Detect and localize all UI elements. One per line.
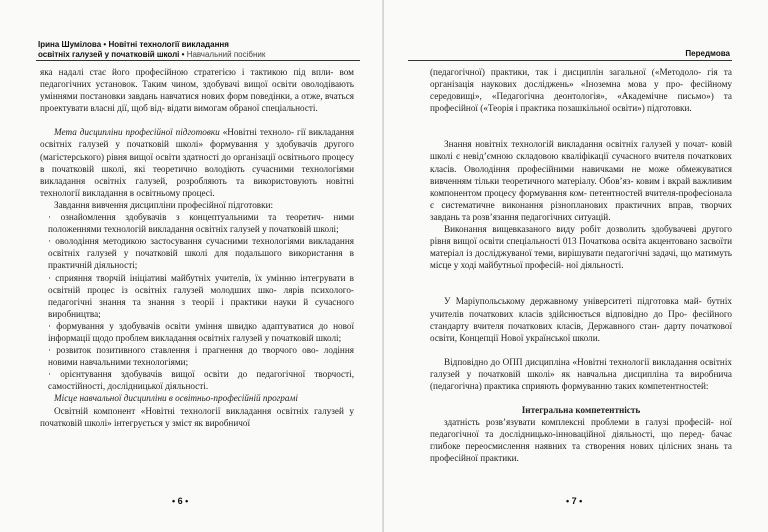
- header-subtitle: Навчальний посібник: [186, 50, 266, 59]
- right-page: [384, 0, 768, 532]
- paragraph: Освітній компонент «Новітні технології викладання освітніх галузей у початковій школі» інтегрується у зміст як виробничої: [40, 405, 354, 428]
- section-heading: Місце навчальної дисципліни в освітньо-професійній програмі: [54, 393, 298, 404]
- page-number: • 7 •: [566, 496, 583, 506]
- header-rule: [408, 60, 732, 61]
- paragraph: Виконання вищевказаного виду робіт дозволить здобувачеві другого рівня вищої освіти спеціальності 013 Початкова освіта акцентовано засвоїти матеріал із досліджуваної теми, вирішувати педагогічні задачі, що матимуть місце у ході майбутньої професій- ної діяльності.: [430, 224, 732, 271]
- right-text-column: [430, 66, 732, 465]
- bullet-item: · сприяння творчій ініціативі майбутніх учителів, їх умінню інтегрувати в освітній процес із освітніх галузей молодших шко- лярів психолого-педагогічні знання та знання з теорії і практики науки й сучасного виробництва;: [48, 272, 354, 319]
- paragraph: (педагогічної) практики, так і дисциплін загальної («Методоло- гія та організація наукових досліджень» «Іноземна мова у про- фесійному середовищі», «Педагогічна деонтологія», «Академічне письмо») та професійної («Теорія і практика позашкільної освіти») підготовки.: [430, 67, 732, 114]
- header-author: Ірина Шумілова: [38, 40, 102, 49]
- paragraph: Завдання вивчення дисципліни професійної підготовки:: [54, 199, 274, 210]
- page-number: • 6 •: [172, 496, 189, 506]
- subsection-heading: Інтегральна компетентність: [521, 405, 641, 416]
- bullet-item: · розвиток позитивного ставлення і прагнення до творчого ово- лодіння новими навчальними технологіями;: [48, 345, 354, 368]
- header-rule: [36, 60, 360, 61]
- paragraph: Знання новітніх технологій викладання освітніх галузей у почат- ковій школі є невід’ємною складовою кваліфікації сучасного вчителя початкових класів. Оволодіння професійними навичками не може обмежуватися вивченням тільки теоретичного матеріалу. Обов’яз- ковим і вкрай важливим компонентом процесу формування ком- петентностей вчителя-професіонала є систематичне виконання різнопланових практичних вправ, творчих завдань та розв’язання педагогічних ситуацій.: [430, 139, 732, 222]
- running-header: Ірина Шумілова • Новітні технології викладання освітніх галузей у початковій школі • Навчальний посібник: [38, 40, 266, 59]
- bullet-item: · формування у здобувачів освіти уміння швидко адаптуватися до нової інформації щодо проблем викладання освітніх галузей у початковій школі;: [48, 320, 354, 343]
- paragraph: У Маріупольському державному університеті підготовка май- бутніх учителів початкових класів здійснюється відповідно до Про- фесійного стандарту вчителя початкових класів, Державного стан- дарту початкової освіти, Концепції Нової української школи.: [430, 296, 732, 343]
- paragraph: яка надалі стає його професійною стратегією і тактикою під впли- вом педагогічних установок. Таким чином, здобувачі вищої освіти оволодівають уміннями постановки завдань навчатися нових форм поведінки, а отже, вчаться проектувати власні дії, щоб від- відати вимогам обраної спеціальності.: [40, 67, 354, 114]
- mission-paragraph: [40, 126, 354, 199]
- bullet-item: · орієнтування здобувачів вищої освіти до педагогічної творчості, самостійності, дослідницької діяльності.: [48, 369, 354, 392]
- header-title-2: освітніх галузей у початковій школі: [38, 50, 180, 59]
- bullet-item: · оволодіння методикою застосування сучасними технологіями викладання освітніх галузей у початковій школі для подальшого використання в практичній діяльності;: [48, 236, 354, 271]
- paragraph: Відповідно до ОПП дисципліна «Новітні технології викладання освітніх галузей у початковій школі» як навчальна дисципліна та виробнича (педагогічна) практика сприяють формуванню таких компетентностей:: [430, 356, 732, 391]
- mission-label: Мета дисципліни професійної підготовки: [54, 127, 220, 138]
- section-header: Передмова: [685, 49, 730, 58]
- left-text-column: [40, 66, 354, 429]
- mission-text: «Новітні техноло- гії викладання освітніх галузей у початковій школі» формування у здобувачів другого (магістерського) рівня вищої освіти здатності до організації освітнього процесу в початковій школі, які теоретично володіють сучасними технологіями викладання освітніх галузей, розробляють та використовують новітні технології викладання в освітньому процесі.: [40, 127, 354, 198]
- header-title-1: Новітні технології викладання: [108, 40, 229, 49]
- bullet-item: · ознайомлення здобувачів з концептуальними та теоретич- ними положеннями технологій викладання освітніх галузей у початковій школі;: [48, 212, 354, 235]
- paragraph: здатність розв’язувати комплексні проблеми в галузі професій- ної педагогічної та дослідницько-інноваційної діяльності, що перед- бачає глибоке переосмислення наявних та створення нових цілісних знань та професійної практики.: [430, 417, 732, 464]
